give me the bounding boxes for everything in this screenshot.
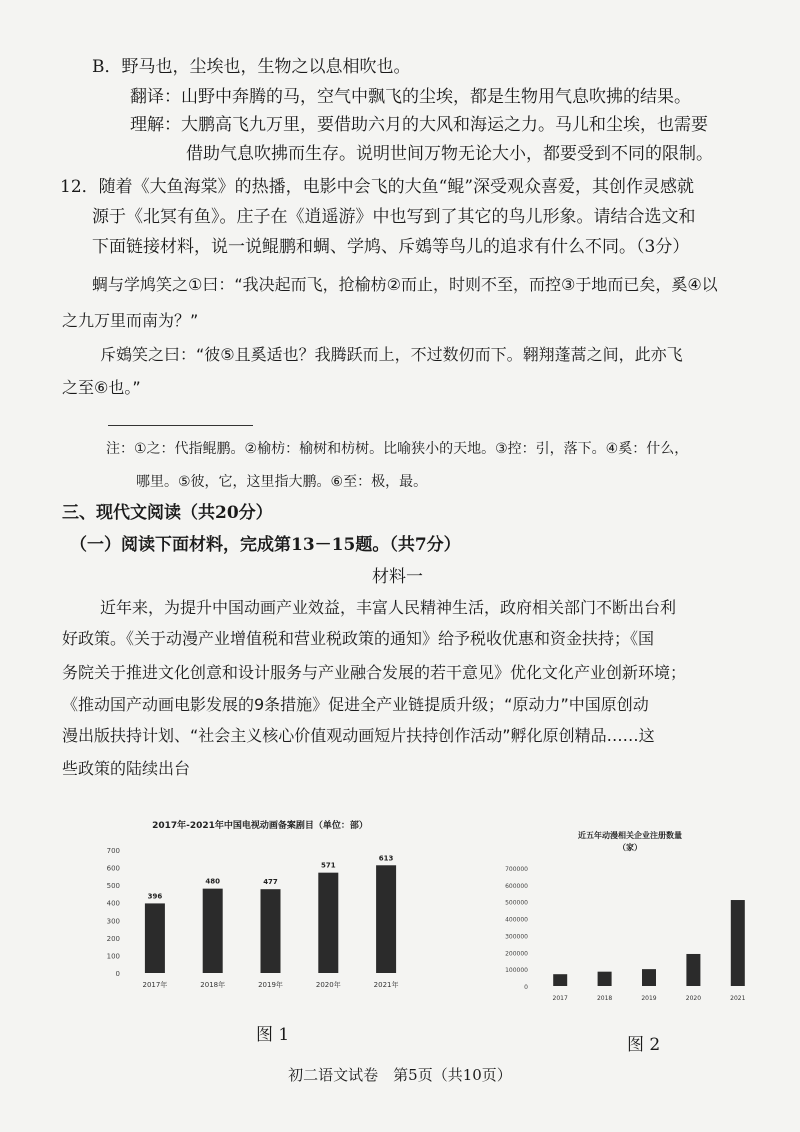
- x-tick-label: 2020: [685, 995, 702, 1002]
- y-tick-label: 700000: [505, 866, 528, 873]
- y-tick-label: 100000: [505, 967, 528, 975]
- x-tick-label: 2017年: [142, 981, 168, 989]
- y-tick-label: 600: [106, 864, 120, 873]
- x-tick-label: 2018年: [200, 981, 226, 989]
- y-tick-label: 100: [106, 952, 120, 961]
- data-label: 571: [320, 861, 336, 870]
- understanding-1: 理解：大鹏高飞九万里，要借助六月的大风和海运之力。马儿和尘埃，也需要: [130, 115, 708, 135]
- x-tick-label: 2021年: [373, 981, 399, 989]
- x-tick-label: 2018: [596, 995, 613, 1002]
- bar-2019: [642, 969, 656, 986]
- material-1-line6: 些政策的陆续出台: [62, 759, 191, 778]
- translation: 翻译：山野中奔腾的马，空气中飘飞的尘埃，都是生物用气息吹拂的结果。: [130, 87, 691, 107]
- y-tick-label: 0: [524, 984, 528, 991]
- data-label: 396: [147, 892, 163, 901]
- footnote-2: 哪里。⑤彼，它，这里指大鹏。⑥至：极，最。: [136, 474, 428, 490]
- question-12-line3: 下面链接材料，说一说鲲鹏和蜩、学鸠、斥鴳等鸟儿的追求有什么不同。（3分）: [92, 237, 690, 257]
- footnote-rule: [108, 425, 253, 426]
- x-tick-label: 2019年: [258, 981, 283, 989]
- material-1-line2: 好政策。《关于动漫产业增值税和营业税政策的通知》给予税收优惠和资金扶持；《国: [62, 629, 655, 648]
- page-footer: 初二语文试卷 第5页（共10页）: [288, 1066, 512, 1084]
- bar-2017年: [145, 903, 165, 973]
- question-12-line1: 12．随着《大鱼海棠》的热播，电影中会飞的大鱼“鲲”深受观众喜爱，其创作灵感就: [60, 177, 695, 197]
- chart-title: 近五年动漫相关企业注册数量: [578, 831, 682, 840]
- bar-2020年: [318, 873, 338, 973]
- figure-2-chart: [490, 826, 770, 1016]
- figure-1-chart: [100, 814, 430, 999]
- y-tick-label: 300: [106, 917, 120, 926]
- material-1-title: 材料一: [372, 567, 423, 587]
- figure-1-caption: 图 1: [256, 1025, 290, 1045]
- y-tick-label: 0: [115, 970, 120, 978]
- x-tick-label: 2021: [730, 995, 746, 1002]
- bar-2018: [598, 972, 612, 986]
- bar-2019年: [261, 889, 281, 973]
- x-tick-label: 2020年: [315, 981, 341, 989]
- chart-title: 2017年-2021年中国电视动画备案剧目（单位：部）: [152, 821, 368, 831]
- question-12-line2: 源于《北冥有鱼》。庄子在《逍遥游》中也写到了其它的鸟儿形象。请结合选文和: [92, 207, 696, 227]
- data-label: 613: [378, 854, 394, 863]
- y-tick-label: 300000: [505, 933, 528, 941]
- y-tick-label: 500: [106, 882, 120, 891]
- footnote-1: 注：①之：代指鲲鹏。②榆枋：榆树和枋树。比喻狭小的天地。③控：引，落下。④奚：什么，: [106, 441, 689, 457]
- understanding-2: 借助气息吹拂而生存。说明世间万物无论大小，都要受到不同的限制。: [186, 144, 713, 164]
- material-1-line5: 漫出版扶持计划、“社会主义核心价值观动画短片扶持创作活动”孵化原创精品……这: [62, 726, 655, 745]
- option-b: B．野马也，尘埃也，生物之以息相吹也。: [92, 57, 411, 77]
- bar-2017: [553, 974, 567, 986]
- quote-2-line2: 之至⑥也。”: [62, 378, 141, 397]
- material-1-line1: 近年来，为提升中国动画产业效益，丰富人民精神生活，政府相关部门不断出台利: [100, 598, 677, 617]
- section-3-sub-heading: （一）阅读下面材料，完成第13－15题。（共7分）: [70, 535, 461, 555]
- bar-2018年: [203, 889, 223, 973]
- y-tick-label: 200000: [505, 950, 528, 958]
- y-tick-label: 700: [106, 847, 120, 855]
- data-label: 477: [263, 878, 278, 887]
- y-tick-label: 400: [106, 899, 120, 908]
- chart-subtitle: （家）: [618, 843, 642, 852]
- bar-2020: [686, 954, 700, 986]
- figure-2-caption: 图 2: [627, 1035, 661, 1055]
- quote-2-line1: 斥鴳笑之曰：“彼⑤且奚适也？我腾跃而上，不过数仞而下。翱翔蓬蒿之间，此亦飞: [100, 345, 683, 364]
- material-1-line3: 务院关于推进文化创意和设计服务与产业融合发展的若干意见》优化文化产业创新环境；: [62, 663, 687, 682]
- x-tick-label: 2019: [641, 995, 657, 1002]
- y-tick-label: 200: [106, 934, 120, 943]
- quote-1-line1: 蜩与学鸠笑之①曰：“我决起而飞，抢榆枋②而止，时则不至，而控③于地而已矣，奚④以: [92, 275, 718, 294]
- quote-1-line2: 之九万里而南为？”: [62, 311, 199, 330]
- y-tick-label: 500000: [505, 899, 528, 907]
- bar-2021年: [376, 865, 396, 973]
- material-1-line4: 《推动国产动画电影发展的9条措施》促进全产业链提质升级；“原动力”中国原创动: [62, 695, 649, 714]
- section-3-heading: 三、现代文阅读（共20分）: [62, 503, 273, 523]
- x-tick-label: 2017: [552, 995, 568, 1002]
- y-tick-label: 600000: [505, 882, 528, 890]
- bar-2021: [731, 900, 745, 986]
- y-tick-label: 400000: [505, 916, 528, 924]
- data-label: 480: [205, 877, 221, 886]
